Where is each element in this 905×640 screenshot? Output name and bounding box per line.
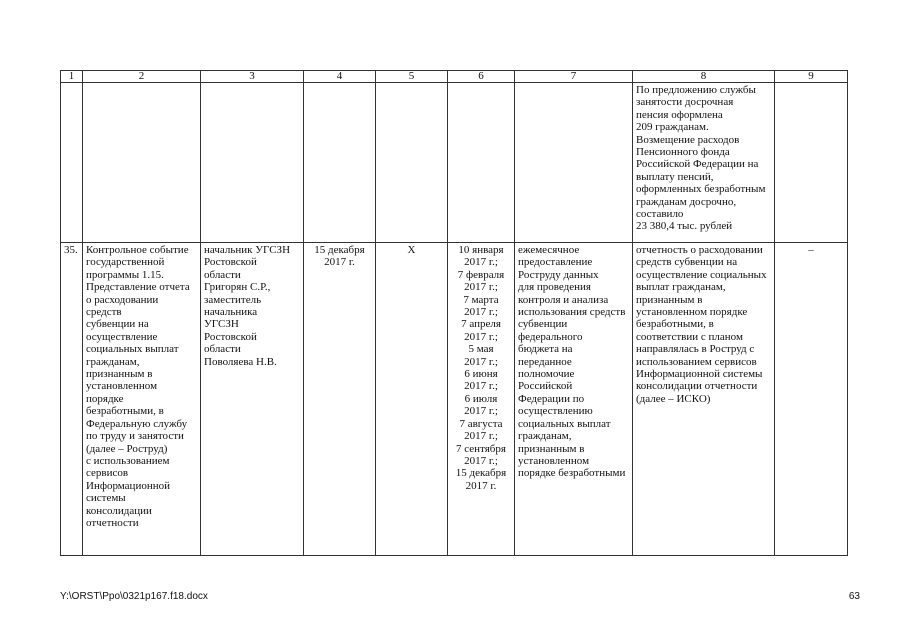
col-header-9: 9 <box>775 71 848 83</box>
deadline-cell: 15 декабря 2017 г. <box>304 243 376 556</box>
dates-cell: 10 января 2017 г.; 7 февраля 2017 г.; 7 марта 2017 г.; 7 апреля 2017 г.; 5 мая 2017 г.; 6 июня 2017 г.; 6 июля 2017 г.; 7 августа 2017 г.; 7 сентября 2017 г.; 15 декабря 2017 г. <box>448 243 515 556</box>
row-number: 35. <box>61 243 83 556</box>
col-header-8: 8 <box>633 71 775 83</box>
col-header-5: 5 <box>376 71 448 83</box>
event-cell: Контрольное событие государственной программы 1.15. Представление отчета о расходовании средств субвенции на осуществление социальных выплат гражданам, признанным в установленном порядке безработными, в Федеральную службу по труду и занятости (далее – Роструд) с использованием сервисов Информационной системы консолидации отчетности <box>83 243 201 556</box>
report-table <box>60 70 848 556</box>
description-cell: ежемесячное предоставление Роструду данных для проведения контроля и анализа использования средств субвенции федерального бюджета на переданное полномочие Российской Федерации по осуществлению социальных выплат гражданам, признанным в установленном порядке безработными <box>515 243 633 556</box>
page-number: 63 <box>848 591 860 602</box>
col5-cell: Х <box>376 243 448 556</box>
result-cell: отчетность о расходовании средств субвенции на осуществление социальных выплат гражданам, признанным в установленном порядке безработными, в соответствии с планом направлялась в Роструд с использованием сервисов Информационной системы консолидации отчетности (далее – ИСКО) <box>633 243 775 556</box>
col-header-7: 7 <box>515 71 633 83</box>
column-number-row <box>61 71 848 83</box>
continuation-row <box>61 83 848 243</box>
col-header-3: 3 <box>201 71 304 83</box>
table-row-35 <box>61 243 848 556</box>
continuation-result-cell: По предложению службы занятости досрочная пенсия оформлена 209 гражданам. Возмещение расходов Пенсионного фонда Российской Федерации на выплату пенсий, оформленных безработным гражданам досрочно, составило 23 380,4 тыс. рублей <box>633 83 775 243</box>
col-header-4: 4 <box>304 71 376 83</box>
col-header-6: 6 <box>448 71 515 83</box>
col-header-1: 1 <box>61 71 83 83</box>
responsible-cell: начальник УГСЗН Ростовской области Григорян С.Р., заместитель начальника УГСЗН Ростовской области Поволяева Н.В. <box>201 243 304 556</box>
file-path: Y:\ORST\Ppo\0321p167.f18.docx <box>60 591 208 602</box>
col-header-2: 2 <box>83 71 201 83</box>
col9-cell: – <box>775 243 848 556</box>
